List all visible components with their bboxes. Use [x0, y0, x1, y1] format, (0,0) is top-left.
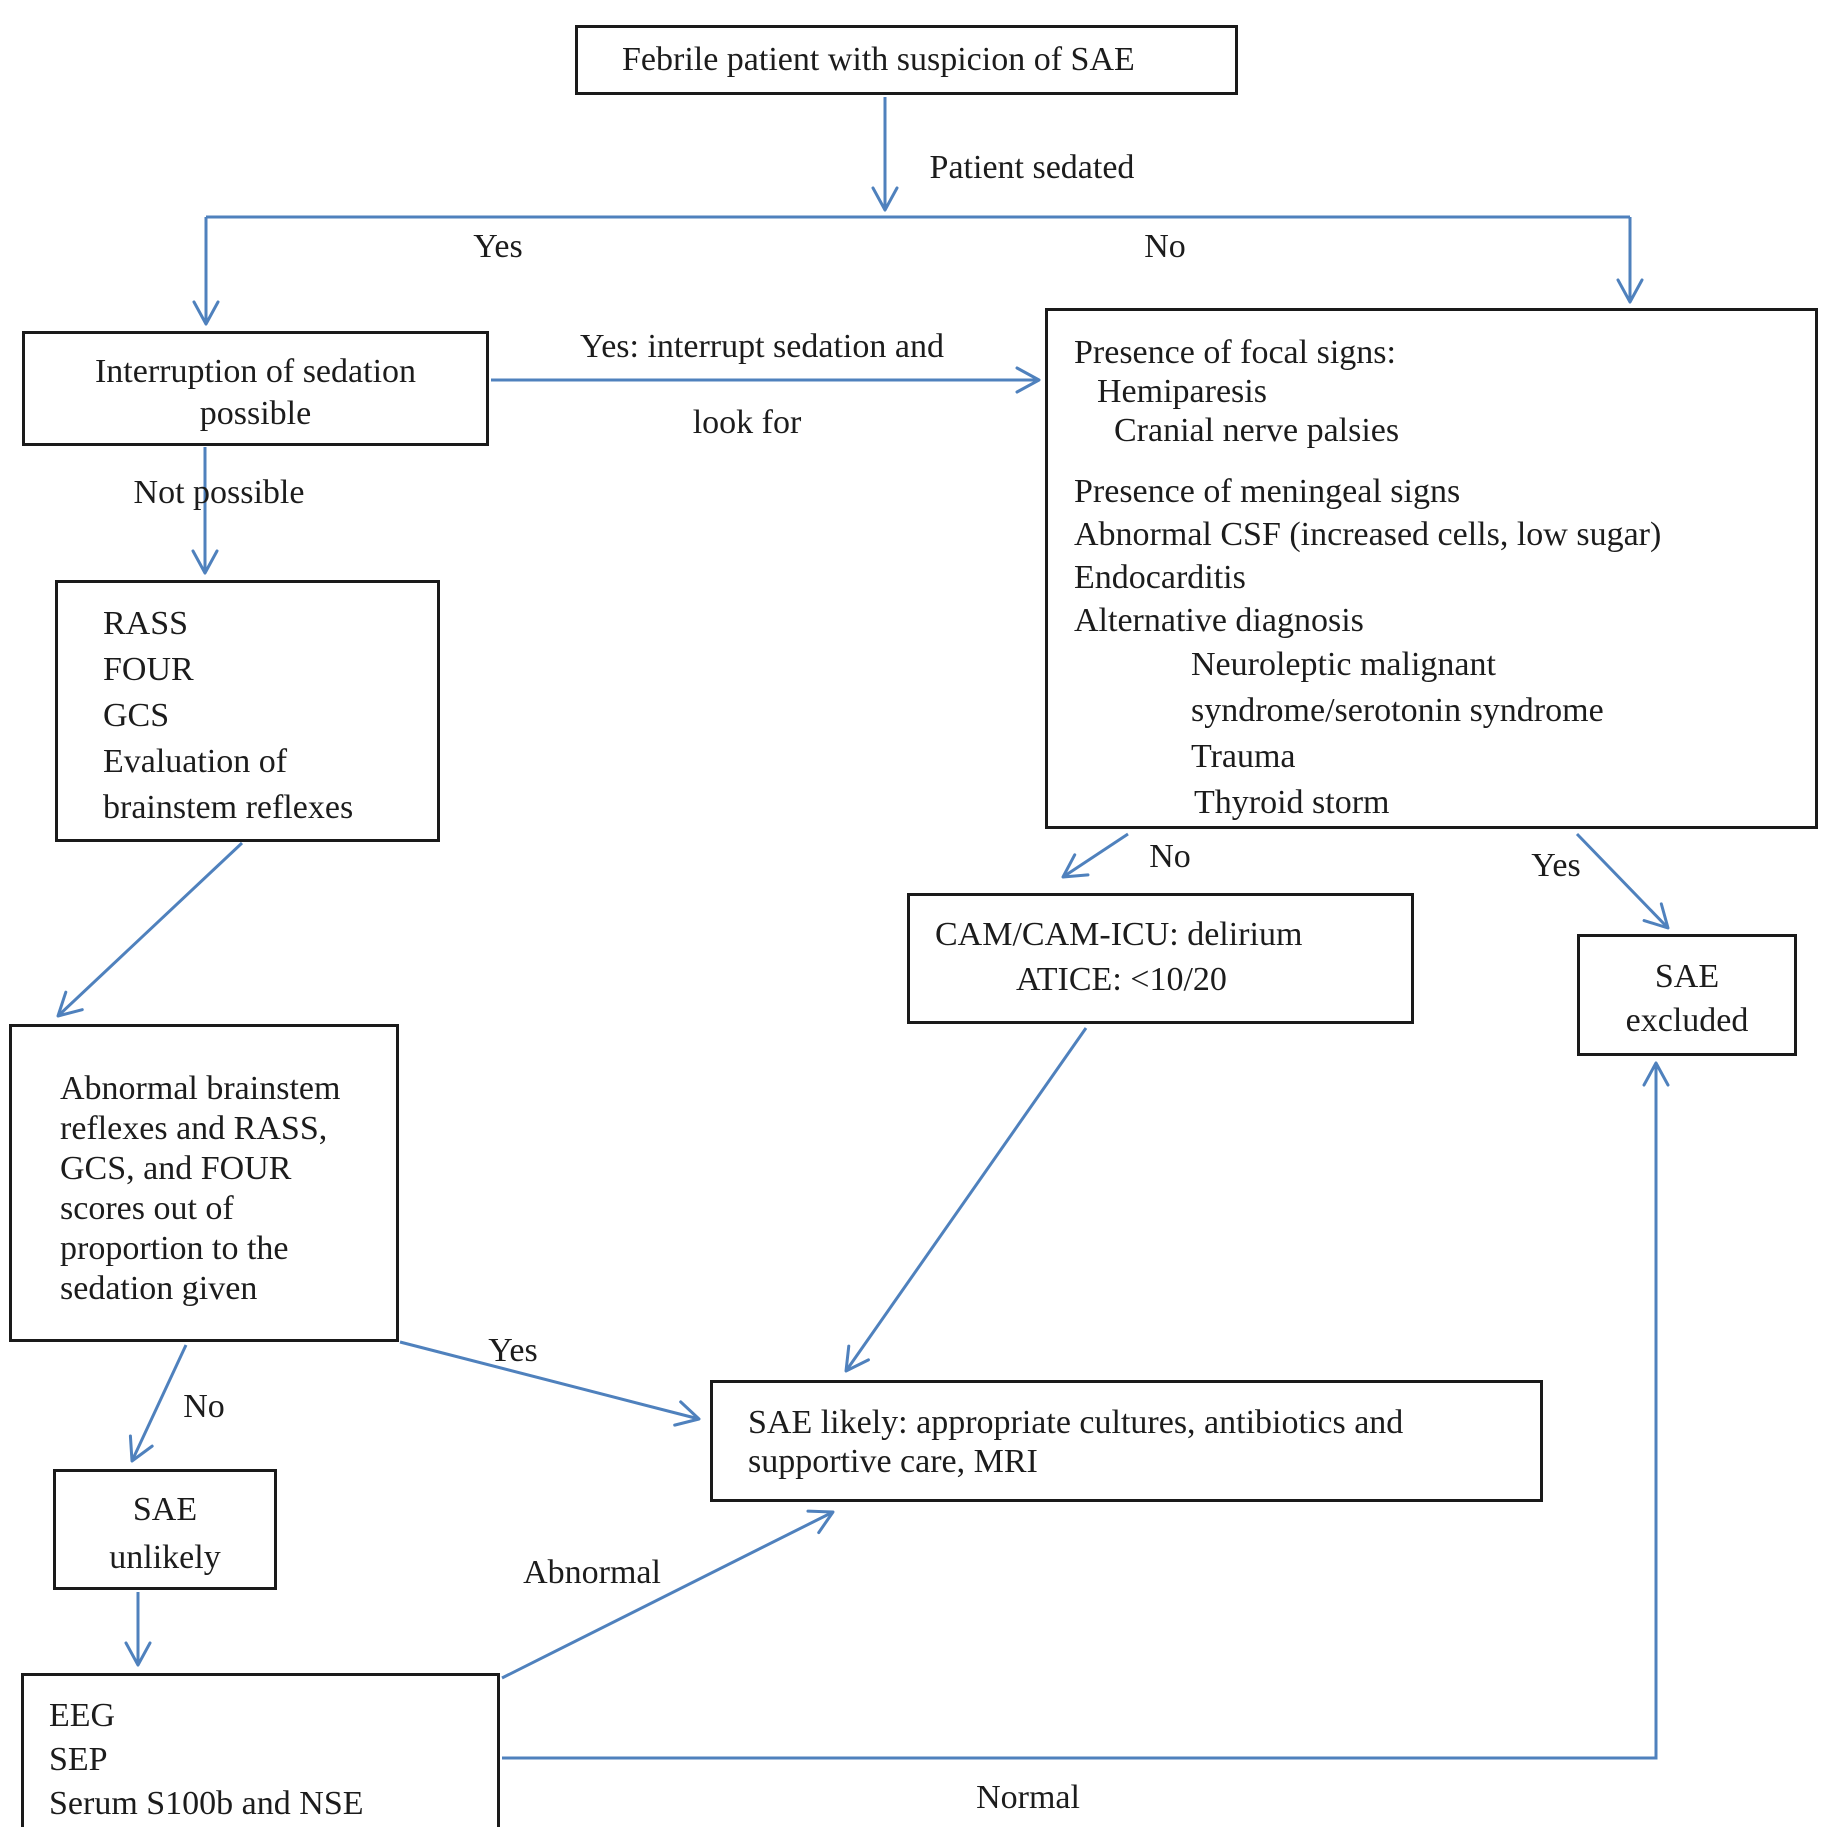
edge-label-not-possible: Not possible [133, 474, 305, 511]
node-line: brainstem reflexes [103, 789, 354, 826]
arrow-scores-to-abnormal [58, 843, 242, 1016]
arrow-cam-to-likely [846, 1028, 1086, 1371]
node-line: Presence of meningeal signs [1074, 473, 1461, 510]
node-line: scores out of [60, 1190, 234, 1227]
node-line: Abnormal CSF (increased cells, low sugar) [1074, 516, 1662, 553]
node-line: Interruption of sedation [94, 352, 417, 390]
arrow-focal-yes-excluded [1577, 834, 1668, 928]
node-line: SEP [49, 1741, 108, 1778]
node-line: Thyroid storm [1194, 784, 1390, 821]
node-line: possible [199, 394, 312, 432]
node-line: SAE [132, 1491, 198, 1528]
node-line: GCS, and FOUR [60, 1150, 292, 1187]
edge-label-normal: Normal [976, 1779, 1080, 1816]
edge-label-no-unlikely: No [183, 1388, 225, 1425]
node-line: RASS [103, 605, 189, 642]
node-febrile-patient [575, 25, 1238, 95]
node-interruption-of-sedation [22, 331, 489, 446]
node-line: Abnormal brainstem [60, 1070, 341, 1107]
node-line: SAE [1654, 958, 1720, 995]
node-line: excluded [1625, 1002, 1749, 1039]
arrow-focal-no-cam [1063, 834, 1128, 877]
node-sedation-scores [55, 580, 440, 842]
node-line: syndrome/serotonin syndrome [1191, 692, 1604, 729]
edge-label-look-for: look for [692, 404, 802, 441]
node-abnormal-brainstem [9, 1024, 399, 1342]
node-sae-unlikely [53, 1469, 277, 1590]
node-line: reflexes and RASS, [60, 1110, 328, 1147]
node-line: Alternative diagnosis [1074, 602, 1364, 639]
node-line: Presence of focal signs: [1074, 334, 1396, 371]
node-line: SAE likely: appropriate cultures, antibiotics and [748, 1404, 1404, 1441]
node-line: FOUR [103, 651, 194, 688]
node-line: proportion to the [60, 1230, 289, 1267]
node-line: CAM/CAM-ICU: delirium [935, 916, 1303, 953]
node-sae-likely [710, 1380, 1543, 1502]
edge-label-yes-excluded: Yes [1531, 847, 1581, 884]
node-line: Serum S100b and NSE [49, 1785, 364, 1822]
node-sae-excluded [1577, 934, 1797, 1056]
node-line: supportive care, MRI [748, 1443, 1038, 1480]
edge-label-abnormal: Abnormal [523, 1554, 661, 1591]
node-line: Neuroleptic malignant [1191, 646, 1496, 683]
arrow-eeg-abnormal-likely [502, 1512, 833, 1678]
node-focal-signs [1045, 308, 1818, 829]
node-line: GCS [103, 697, 170, 734]
node-line: EEG [49, 1697, 116, 1734]
node-line: unlikely [109, 1539, 221, 1576]
node-line: Evaluation of [103, 743, 288, 780]
edge-label-yes-likely: Yes [488, 1332, 538, 1369]
node-line: Cranial nerve palsies [1114, 412, 1400, 449]
node-line: sedation given [60, 1270, 258, 1307]
edge-label-yes-branch: Yes [473, 228, 523, 265]
node-line: Febrile patient with suspicion of SAE [622, 41, 1135, 78]
edge-label-no-branch: No [1144, 228, 1186, 265]
node-cam-delirium [907, 893, 1414, 1024]
node-eeg-sep-serum [21, 1673, 500, 1827]
node-line: Endocarditis [1074, 559, 1246, 596]
node-line: Trauma [1191, 738, 1296, 775]
arrow-abnormal-yes-likely [400, 1342, 699, 1419]
node-line: Hemiparesis [1097, 373, 1267, 410]
arrow-abnormal-no-unlikely [132, 1345, 186, 1461]
edge-label-patient-sedated: Patient sedated [929, 149, 1135, 186]
edge-label-no-cam: No [1149, 838, 1191, 875]
edge-label-interrupt-sedation: Yes: interrupt sedation and [580, 328, 944, 365]
node-line: ATICE: <10/20 [1016, 961, 1227, 998]
